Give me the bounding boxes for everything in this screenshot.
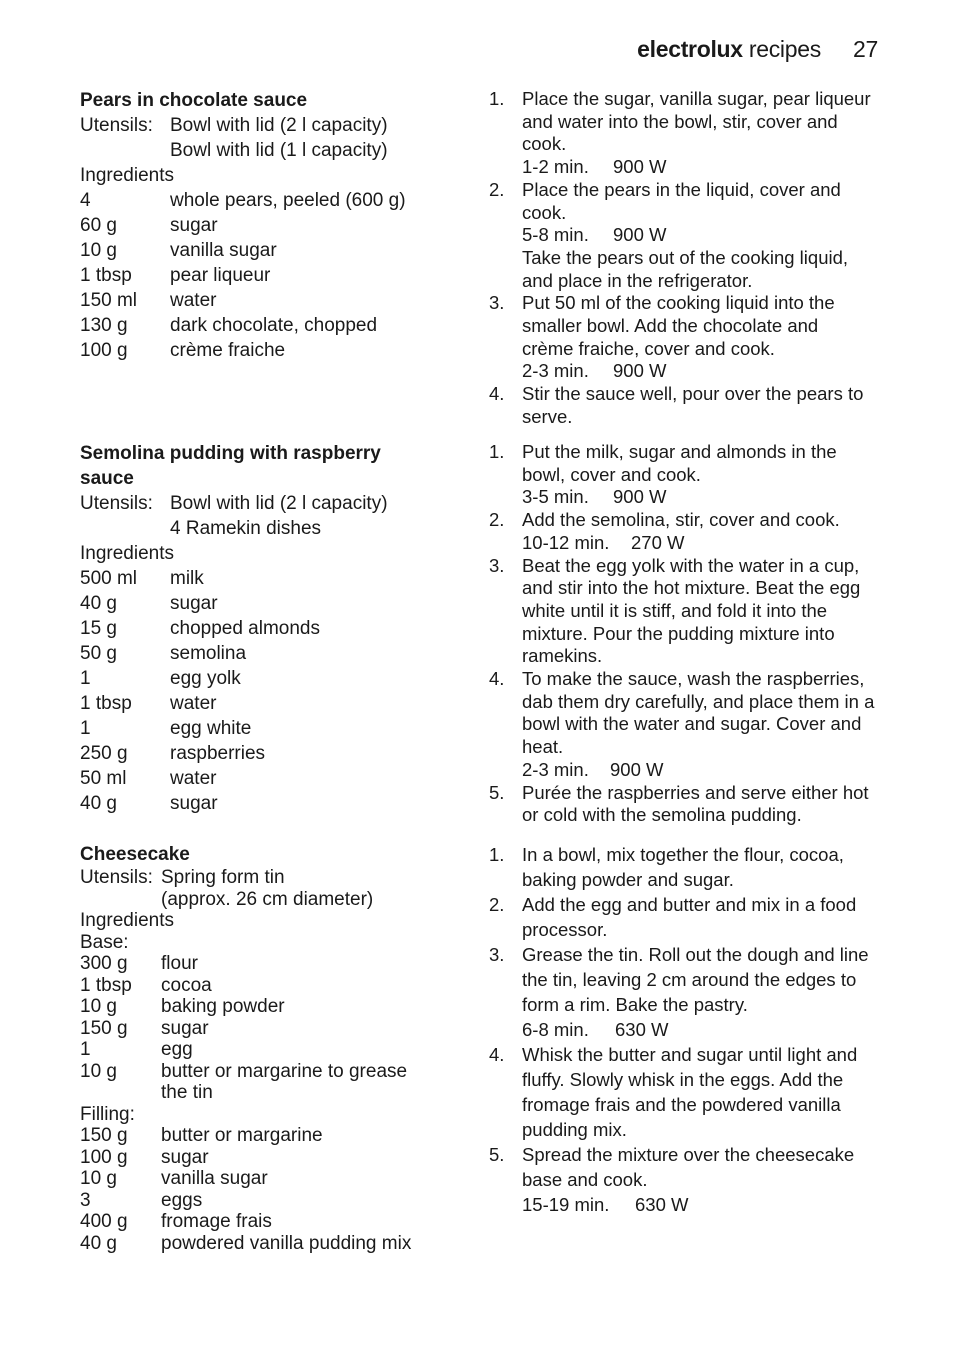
- step-number: 4.: [489, 383, 505, 405]
- ingredient-item: dark chocolate, chopped: [170, 315, 378, 336]
- cook-time: 3-5 min.: [522, 486, 589, 508]
- utensil-item: Spring form tin: [161, 867, 285, 888]
- step-text: ramekins.: [522, 645, 603, 667]
- ingredient-item: water: [170, 290, 217, 311]
- recipe-steps: [489, 842, 884, 1217]
- step-text: Whisk the butter and sugar until light and: [522, 1044, 858, 1065]
- recipe-steps: [489, 441, 884, 827]
- step: [489, 668, 884, 782]
- step-text: fromage frais and the powdered vanilla: [522, 1094, 841, 1115]
- step-timing: [522, 486, 884, 509]
- ingredient-row: [80, 213, 425, 238]
- ingredient-qty: 400 g: [80, 1211, 128, 1232]
- step-timing: [522, 1017, 884, 1042]
- step-text: form a rim. Bake the pastry.: [522, 994, 748, 1015]
- step-text: Grease the tin. Roll out the dough and line: [522, 944, 869, 965]
- step-number: 2.: [489, 509, 505, 531]
- ingredient-row: [80, 288, 425, 313]
- ingredient-row: [80, 1190, 425, 1212]
- ingredient-item: crème fraiche: [170, 340, 286, 361]
- ingredient-qty: 1: [80, 718, 91, 739]
- ingredient-item: butter or margarine to grease: [161, 1060, 408, 1082]
- step: [489, 509, 884, 554]
- step-text: cook.: [522, 201, 567, 223]
- step-number: 2.: [489, 178, 505, 200]
- step-text: In a bowl, mix together the flour, cocoa,: [522, 844, 844, 865]
- ingredient-row: [80, 1233, 425, 1255]
- step-text: the tin, leaving 2 cm around the edges to: [522, 969, 857, 990]
- step-text: To make the sauce, wash the raspberries,: [522, 668, 865, 690]
- ingredient-qty: 60 g: [80, 215, 117, 236]
- ingredient-item: sugar: [161, 1017, 209, 1039]
- ingredient-qty: 10 g: [80, 1060, 117, 1082]
- step-number: 5.: [489, 1144, 505, 1165]
- ingredient-row: [80, 691, 425, 716]
- ingredient-item: raspberries: [170, 743, 266, 764]
- ingredient-item: sugar: [161, 1146, 209, 1168]
- power-level: 900 W: [613, 156, 667, 178]
- ingredient-row: [80, 791, 425, 816]
- step-text: Put the milk, sugar and almonds in the: [522, 441, 837, 462]
- recipe-title: Cheesecake: [80, 844, 190, 865]
- ingredient-row: [80, 1147, 425, 1169]
- cook-time: 10-12 min.: [522, 531, 610, 553]
- utensil-item: (approx. 26 cm diameter): [161, 888, 374, 910]
- ingredient-qty: 50 g: [80, 643, 117, 664]
- step-text: serve.: [522, 405, 573, 427]
- utensils-label: Utensils:: [80, 115, 153, 136]
- ingredient-row: [80, 1039, 425, 1061]
- step-timing: [522, 224, 884, 247]
- ingredient-item: water: [170, 768, 217, 789]
- utensil-item: Bowl with lid (1 l capacity): [170, 140, 388, 161]
- ingredient-qty: 1: [80, 668, 91, 689]
- cook-time: 1-2 min.: [522, 156, 589, 178]
- step-text: or cold with the semolina pudding.: [522, 804, 802, 826]
- step-number: 3.: [489, 292, 505, 314]
- ingredient-qty: 1 tbsp: [80, 265, 132, 286]
- ingredient-item: egg white: [170, 718, 252, 739]
- ingredient-row: [80, 1211, 425, 1233]
- ingredient-item: chopped almonds: [170, 618, 320, 639]
- step-text: crème fraiche, cover and cook.: [522, 337, 775, 359]
- ingredient-qty: 3: [80, 1189, 91, 1211]
- ingredient-item: powdered vanilla pudding mix: [161, 1232, 412, 1254]
- step-text: and place in the refrigerator.: [522, 269, 753, 291]
- step-text: bowl, cover and cook.: [522, 463, 701, 485]
- ingredient-qty: 100 g: [80, 1146, 128, 1168]
- ingredient-row: [80, 616, 425, 641]
- ingredient-row: [80, 1061, 425, 1083]
- step: [489, 555, 884, 669]
- recipe-title-line: Semolina pudding with raspberry: [80, 443, 381, 464]
- ingredient-item: fromage frais: [161, 1211, 272, 1232]
- ingredient-item: water: [170, 693, 217, 714]
- step-number: 4.: [489, 1044, 505, 1065]
- ingredient-qty: 100 g: [80, 340, 128, 361]
- recipe-ingredients-column: [80, 88, 425, 363]
- step-text: Add the egg and butter and mix in a food: [522, 894, 857, 915]
- step-text: processor.: [522, 919, 608, 940]
- cook-time: 2-3 min.: [522, 758, 589, 780]
- step-text: pudding mix.: [522, 1119, 627, 1140]
- ingredients-label: Ingredients: [80, 543, 175, 564]
- step-number: 1.: [489, 844, 505, 865]
- recipe-ingredients-column: [80, 842, 425, 1254]
- ingredient-row: [80, 338, 425, 363]
- ingredients-label: Ingredients: [80, 165, 175, 186]
- ingredient-qty: 150 g: [80, 1017, 128, 1039]
- step-text: heat.: [522, 736, 564, 758]
- cook-time: 2-3 min.: [522, 360, 589, 382]
- step-text: Take the pears out of the cooking liquid,: [522, 246, 849, 268]
- utensil-item: 4 Ramekin dishes: [170, 518, 322, 539]
- ingredient-row: [80, 1018, 425, 1040]
- ingredient-qty: 250 g: [80, 743, 128, 764]
- ingredient-row: [80, 188, 425, 213]
- step-timing: [522, 759, 884, 782]
- recipe-steps: [489, 88, 884, 429]
- ingredient-qty: 1: [80, 1039, 91, 1060]
- step: [489, 88, 884, 179]
- ingredient-qty: 40 g: [80, 793, 117, 814]
- step-text: Purée the raspberries and serve either hot: [522, 781, 869, 803]
- brand-name: electrolux: [637, 36, 743, 62]
- ingredient-row: [80, 1125, 425, 1147]
- utensils-row: [80, 138, 425, 163]
- ingredient-qty: 15 g: [80, 618, 117, 639]
- section-name: recipes: [748, 36, 821, 62]
- ingredient-qty: 150 ml: [80, 290, 138, 311]
- cook-time: 15-19 min.: [522, 1194, 610, 1215]
- step: [489, 1042, 884, 1142]
- utensil-item: Bowl with lid (2 l capacity): [170, 115, 388, 136]
- ingredient-row: [80, 975, 425, 997]
- recipe-title: [80, 441, 425, 491]
- ingredient-item: egg: [161, 1039, 193, 1060]
- ingredient-qty: 130 g: [80, 315, 128, 336]
- recipe-title: Pears in chocolate sauce: [80, 90, 308, 111]
- page-header: [637, 36, 878, 63]
- power-level: 270 W: [631, 531, 685, 553]
- step-timing: [522, 532, 884, 555]
- ingredient-row: [80, 641, 425, 666]
- step: [489, 892, 884, 942]
- ingredient-qty: 10 g: [80, 996, 117, 1017]
- step: [489, 842, 884, 892]
- ingredient-item: sugar: [170, 793, 218, 814]
- filling-label: Filling:: [80, 1103, 135, 1125]
- step-text: mixture. Pour the pudding mixture into: [522, 622, 835, 644]
- power-level: 900 W: [613, 486, 667, 508]
- power-level: 900 W: [613, 224, 667, 246]
- utensils-label: Utensils:: [80, 867, 153, 888]
- ingredient-item: the tin: [161, 1082, 213, 1103]
- step-number: 2.: [489, 894, 505, 915]
- ingredient-row: [80, 566, 425, 591]
- step-number: 4.: [489, 668, 505, 690]
- ingredient-item: sugar: [170, 593, 218, 614]
- ingredient-row: [80, 263, 425, 288]
- ingredient-item: baking powder: [161, 996, 285, 1017]
- ingredient-item: egg yolk: [170, 668, 241, 689]
- ingredient-qty: 150 g: [80, 1125, 128, 1146]
- step-timing: [522, 156, 884, 179]
- ingredient-item: whole pears, peeled (600 g): [170, 190, 406, 211]
- ingredient-item: sugar: [170, 215, 218, 236]
- step-number: 5.: [489, 781, 505, 803]
- ingredient-qty: 500 ml: [80, 568, 138, 589]
- step-number: 1.: [489, 441, 505, 462]
- step: [489, 292, 884, 383]
- ingredient-item: vanilla sugar: [170, 240, 277, 261]
- step: [489, 942, 884, 1042]
- ingredient-qty: 4: [80, 190, 91, 211]
- step-text: base and cook.: [522, 1169, 648, 1190]
- step-text: Stir the sauce well, pour over the pears to: [522, 383, 864, 405]
- ingredient-item: eggs: [161, 1189, 203, 1211]
- ingredient-row: [80, 766, 425, 791]
- ingredient-item: milk: [170, 568, 204, 589]
- recipe-ingredients-column: [80, 441, 425, 816]
- utensils-row: [80, 867, 425, 889]
- utensils-row: [80, 113, 425, 138]
- power-level: 900 W: [610, 758, 664, 780]
- step: [489, 441, 884, 509]
- ingredient-item: semolina: [170, 643, 247, 664]
- cook-time: 6-8 min.: [522, 1019, 589, 1040]
- ingredient-item: cocoa: [161, 974, 212, 996]
- step-number: 1.: [489, 88, 505, 109]
- ingredient-row: [80, 953, 425, 975]
- step: [489, 383, 884, 428]
- base-label: Base:: [80, 931, 129, 953]
- recipe-title-line: sauce: [80, 468, 134, 489]
- step-text: cook.: [522, 133, 567, 155]
- step: [489, 1142, 884, 1217]
- ingredient-row: [80, 591, 425, 616]
- ingredient-item: vanilla sugar: [161, 1168, 268, 1189]
- utensils-label: Utensils:: [80, 493, 153, 514]
- ingredient-row: [80, 666, 425, 691]
- step-number: 3.: [489, 554, 505, 576]
- step-text: Put 50 ml of the cooking liquid into the: [522, 292, 835, 314]
- power-level: 630 W: [615, 1019, 669, 1040]
- ingredient-qty: 40 g: [80, 593, 117, 614]
- page-number: 27: [853, 36, 878, 62]
- ingredients-label: Ingredients: [80, 910, 175, 931]
- utensils-row: [80, 516, 425, 541]
- step-text: white until it is stiff, and fold it into the: [522, 599, 828, 621]
- ingredient-qty: 40 g: [80, 1232, 117, 1254]
- ingredient-qty: 50 ml: [80, 768, 127, 789]
- step-text: Beat the egg yolk with the water in a cup,: [522, 554, 860, 576]
- power-level: 900 W: [613, 360, 667, 382]
- power-level: 630 W: [635, 1194, 689, 1215]
- step-text: Add the semolina, stir, cover and cook.: [522, 509, 840, 531]
- step-text: smaller bowl. Add the chocolate and: [522, 315, 819, 337]
- ingredient-row: [80, 716, 425, 741]
- ingredient-row: [80, 1082, 425, 1104]
- step-number: 3.: [489, 944, 505, 965]
- ingredient-row: [80, 996, 425, 1018]
- ingredient-item: butter or margarine: [161, 1125, 323, 1146]
- ingredient-qty: 10 g: [80, 1168, 117, 1189]
- utensil-item: Bowl with lid (2 l capacity): [170, 493, 388, 514]
- ingredient-row: [80, 238, 425, 263]
- ingredient-qty: 1 tbsp: [80, 693, 132, 714]
- step-text: Place the pears in the liquid, cover and: [522, 178, 841, 200]
- step-text: dab them dry carefully, and place them in a: [522, 690, 875, 712]
- step-text: fluffy. Slowly whisk in the eggs. Add the: [522, 1069, 844, 1090]
- step-text: Spread the mixture over the cheesecake: [522, 1144, 855, 1165]
- step-text: and stir into the hot mixture. Beat the egg: [522, 577, 861, 599]
- utensils-row: [80, 889, 425, 911]
- step-timing: [522, 360, 884, 383]
- step-text: and water into the bowl, stir, cover and: [522, 110, 838, 132]
- ingredient-qty: 300 g: [80, 953, 128, 974]
- ingredient-item: flour: [161, 953, 198, 974]
- utensils-row: [80, 491, 425, 516]
- ingredient-item: pear liqueur: [170, 265, 271, 286]
- step: [489, 782, 884, 827]
- step-text: bowl with the water and sugar. Cover and: [522, 713, 862, 735]
- step-timing: [522, 1192, 884, 1217]
- ingredient-row: [80, 1168, 425, 1190]
- cook-time: 5-8 min.: [522, 224, 589, 246]
- ingredient-qty: 10 g: [80, 240, 117, 261]
- step: [489, 179, 884, 293]
- ingredient-qty: 1 tbsp: [80, 974, 132, 996]
- ingredient-row: [80, 741, 425, 766]
- step-text: Place the sugar, vanilla sugar, pear liqueur: [522, 88, 871, 109]
- ingredient-row: [80, 313, 425, 338]
- step-text: baking powder and sugar.: [522, 869, 734, 890]
